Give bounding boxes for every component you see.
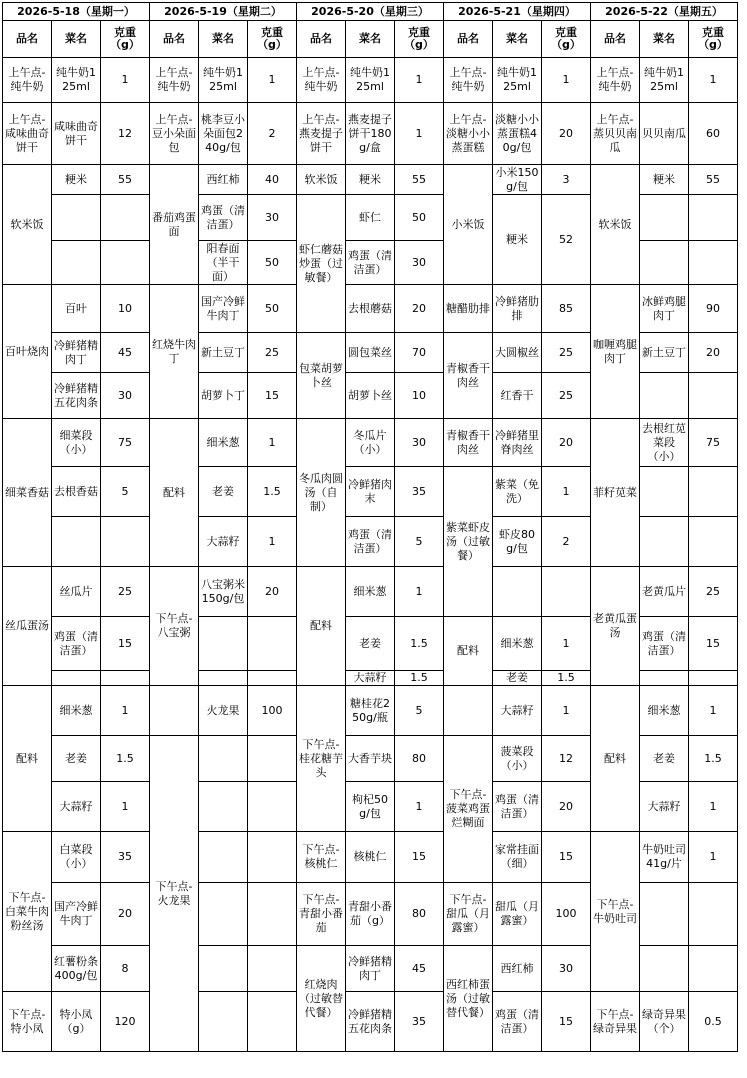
date-header-row (3, 3, 738, 21)
dish-cell: 上午点-咸味曲奇饼干 (3, 103, 52, 165)
weight-cell: 1.5 (101, 736, 150, 782)
weight-cell: 1 (248, 517, 297, 567)
ingredient-cell: 八宝粥米150g/包 (199, 567, 248, 617)
weight-cell: 100 (248, 686, 297, 736)
dish-cell: 上午点-纯牛奶 (150, 58, 199, 103)
weight-cell: 20 (101, 883, 150, 946)
ingredient-cell: 纯牛奶125ml (640, 58, 689, 103)
ingredient-cell: 粳米 (493, 195, 542, 285)
dish-cell: 配料 (297, 567, 346, 686)
ingredient-cell: 特小凤（g） (52, 992, 101, 1052)
weight-cell: 75 (101, 419, 150, 467)
dish-cell: 菲籽苋菜 (591, 419, 640, 567)
ingredient-cell: 淡糖小小蒸蛋糕40g/包 (493, 103, 542, 165)
ingredient-cell: 纯牛奶125ml (52, 58, 101, 103)
col-weight-header: 克重（g） (395, 21, 444, 58)
ingredient-cell: 去根蘑菇 (346, 285, 395, 333)
dish-cell: 下午点-牛奶吐司 (591, 832, 640, 992)
weight-cell: 1.5 (395, 671, 444, 686)
empty-cell (52, 517, 101, 567)
ingredient-cell: 冷鲜猪肉末 (346, 467, 395, 517)
weight-cell: 15 (101, 617, 150, 671)
ingredient-cell: 国产冷鲜牛肉丁 (199, 285, 248, 333)
weight-cell: 25 (689, 567, 738, 617)
weight-cell: 1.5 (395, 617, 444, 671)
col-dish-header: 品名 (444, 21, 493, 58)
weight-cell: 35 (395, 467, 444, 517)
dish-cell: 糖醋肋排 (444, 285, 493, 333)
ingredient-cell: 红香干 (493, 373, 542, 419)
dish-cell: 番茄鸡蛋面 (150, 165, 199, 285)
weight-cell: 60 (689, 103, 738, 165)
weight-cell: 1 (395, 567, 444, 617)
weight-cell: 1.5 (689, 736, 738, 782)
weight-cell: 1 (395, 58, 444, 103)
empty-cell (689, 467, 738, 517)
ingredient-cell: 冰鲜鸡腿肉丁 (640, 285, 689, 333)
weight-cell: 1 (542, 58, 591, 103)
ingredient-cell: 百叶 (52, 285, 101, 333)
weight-cell: 75 (689, 419, 738, 467)
ingredient-cell: 纯牛奶125ml (493, 58, 542, 103)
empty-cell (101, 671, 150, 686)
weight-cell: 1 (248, 58, 297, 103)
weight-cell: 70 (395, 333, 444, 373)
col-weight-header: 克重（g） (542, 21, 591, 58)
weight-cell: 12 (542, 736, 591, 782)
ingredient-cell: 大香芋块 (346, 736, 395, 782)
weight-cell: 35 (395, 992, 444, 1052)
dish-cell: 下午点-桂花糖芋头 (297, 686, 346, 832)
dish-cell: 下午点-核桃仁 (297, 832, 346, 883)
ingredient-cell: 鸡蛋（清洁蛋） (640, 617, 689, 671)
weight-cell: 30 (542, 946, 591, 992)
weight-cell: 30 (395, 419, 444, 467)
empty-cell (248, 832, 297, 883)
ingredient-cell: 冷鲜猪肋排 (493, 285, 542, 333)
ingredient-cell: 老姜 (346, 617, 395, 671)
ingredient-cell: 火龙果 (199, 686, 248, 736)
dish-cell: 老黄瓜蛋汤 (591, 567, 640, 686)
ingredient-cell: 燕麦提子饼干180g/盒 (346, 103, 395, 165)
empty-cell (248, 992, 297, 1052)
weight-cell: 1 (101, 686, 150, 736)
empty-cell (640, 467, 689, 517)
ingredient-cell: 大蒜籽 (199, 517, 248, 567)
empty-cell (640, 241, 689, 285)
empty-cell (52, 195, 101, 241)
ingredient-cell: 虾皮80g/包 (493, 517, 542, 567)
ingredient-cell: 西红柿 (199, 165, 248, 195)
col-ingredient-header: 菜名 (199, 21, 248, 58)
empty-cell (444, 686, 493, 736)
dish-cell: 冬瓜肉圆汤（自制） (297, 419, 346, 567)
dish-cell: 上午点-蒸贝贝南瓜 (591, 103, 640, 165)
weight-cell: 1 (101, 58, 150, 103)
weight-cell: 5 (395, 686, 444, 736)
dish-cell: 紫菜虾皮汤（过敏餐） (444, 467, 493, 617)
empty-cell (248, 883, 297, 946)
dish-cell: 软米饭 (591, 165, 640, 285)
weight-cell: 85 (542, 285, 591, 333)
weight-cell: 40 (248, 165, 297, 195)
empty-cell (199, 946, 248, 992)
ingredient-cell: 大蒜籽 (346, 671, 395, 686)
weight-cell: 20 (248, 567, 297, 617)
weight-cell: 1 (542, 617, 591, 671)
dish-cell: 红烧牛肉丁 (150, 285, 199, 419)
empty-cell (542, 567, 591, 617)
ingredient-cell: 大蒜籽 (640, 782, 689, 832)
ingredient-cell: 虾仁 (346, 195, 395, 241)
dish-cell: 丝瓜蛋汤 (3, 567, 52, 686)
dish-cell: 细菜香菇 (3, 419, 52, 567)
dish-cell: 下午点-青甜小番茄 (297, 883, 346, 946)
empty-cell (199, 883, 248, 946)
dish-cell: 下午点-绿奇异果 (591, 992, 640, 1052)
weight-cell: 2 (248, 103, 297, 165)
weight-cell: 20 (542, 419, 591, 467)
col-ingredient-header: 菜名 (640, 21, 689, 58)
dish-cell: 西红柿蛋汤（过敏替代餐） (444, 946, 493, 1052)
day-header-mon: 2026-5-18（星期一） (3, 3, 150, 21)
dish-cell (150, 686, 199, 736)
empty-cell (689, 671, 738, 686)
empty-cell (689, 883, 738, 946)
weight-cell: 30 (395, 241, 444, 285)
empty-cell (689, 946, 738, 992)
dish-cell: 上午点-纯牛奶 (3, 58, 52, 103)
ingredient-cell: 青甜小番茄（g） (346, 883, 395, 946)
day-header-thu: 2026-5-21（星期四） (444, 3, 591, 21)
empty-cell (640, 195, 689, 241)
ingredient-cell: 粳米 (640, 165, 689, 195)
ingredient-cell: 鸡蛋（清洁蛋） (493, 992, 542, 1052)
weight-cell: 1.5 (542, 671, 591, 686)
weight-cell: 1.5 (248, 467, 297, 517)
ingredient-cell: 紫菜（免洗） (493, 467, 542, 517)
ingredient-cell: 鸡蛋（清洁蛋） (52, 617, 101, 671)
weight-cell: 8 (101, 946, 150, 992)
ingredient-cell: 冷鲜猪里脊肉丝 (493, 419, 542, 467)
dish-cell: 小米饭 (444, 165, 493, 285)
ingredient-cell: 冬瓜片（小） (346, 419, 395, 467)
col-dish-header: 品名 (591, 21, 640, 58)
weight-cell: 120 (101, 992, 150, 1052)
dish-cell: 下午点-八宝粥 (150, 567, 199, 686)
col-ingredient-header: 菜名 (493, 21, 542, 58)
ingredient-cell: 丝瓜片 (52, 567, 101, 617)
empty-cell (52, 241, 101, 285)
dish-cell: 下午点-甜瓜（月露蜜） (444, 883, 493, 946)
weight-cell: 55 (689, 165, 738, 195)
weight-cell: 50 (248, 285, 297, 333)
ingredient-cell: 细米葱 (52, 686, 101, 736)
dish-cell: 配料 (444, 617, 493, 686)
ingredient-cell: 桃李豆小朵面包240g/包 (199, 103, 248, 165)
empty-cell (248, 671, 297, 686)
col-dish-header: 品名 (3, 21, 52, 58)
ingredient-cell: 鸡蛋（清洁蛋） (493, 782, 542, 832)
dish-cell: 上午点-纯牛奶 (297, 58, 346, 103)
weight-cell: 35 (101, 832, 150, 883)
weight-cell: 50 (395, 195, 444, 241)
dish-cell: 青椒香干肉丝 (444, 333, 493, 419)
empty-cell (689, 373, 738, 419)
weight-cell: 1 (689, 832, 738, 883)
weight-cell: 15 (689, 617, 738, 671)
ingredient-cell: 细菜段（小） (52, 419, 101, 467)
weight-cell: 1 (542, 686, 591, 736)
dish-cell: 红烧肉（过敏替代餐） (297, 946, 346, 1052)
empty-cell (199, 736, 248, 782)
weight-cell: 1 (248, 419, 297, 467)
dish-cell: 上午点-淡糖小小蒸蛋糕 (444, 103, 493, 165)
ingredient-cell: 圆包菜丝 (346, 333, 395, 373)
ingredient-cell: 老姜 (493, 671, 542, 686)
weight-cell: 1 (689, 686, 738, 736)
weight-cell: 1 (542, 467, 591, 517)
weight-cell: 30 (248, 195, 297, 241)
ingredient-cell: 贝贝南瓜 (640, 103, 689, 165)
ingredient-cell: 白菜段（小） (52, 832, 101, 883)
weight-cell: 15 (395, 832, 444, 883)
weight-cell: 25 (101, 567, 150, 617)
weight-cell: 90 (689, 285, 738, 333)
ingredient-cell: 冷鲜猪精五花肉条 (346, 992, 395, 1052)
ingredient-cell: 新土豆丁 (199, 333, 248, 373)
empty-cell (199, 782, 248, 832)
dish-cell: 上午点-燕麦提子饼干 (297, 103, 346, 165)
dish-cell: 青椒香干肉丝 (444, 419, 493, 467)
dish-cell: 下午点-火龙果 (150, 736, 199, 1052)
dish-cell: 软米饭 (297, 165, 346, 195)
col-weight-header: 克重（g） (689, 21, 738, 58)
weight-cell: 30 (101, 373, 150, 419)
weight-cell: 12 (101, 103, 150, 165)
empty-cell (101, 195, 150, 241)
ingredient-cell: 去根红苋菜段（小） (640, 419, 689, 467)
col-ingredient-header: 菜名 (52, 21, 101, 58)
ingredient-cell: 鸡蛋（清洁蛋） (199, 195, 248, 241)
ingredient-cell: 冷鲜猪精五花肉条 (52, 373, 101, 419)
col-weight-header: 克重（g） (101, 21, 150, 58)
weight-cell: 55 (395, 165, 444, 195)
weight-cell: 20 (395, 285, 444, 333)
empty-cell (640, 517, 689, 567)
empty-cell (248, 946, 297, 992)
ingredient-cell: 胡萝卜丝 (346, 373, 395, 419)
ingredient-cell: 大蒜籽 (493, 686, 542, 736)
ingredient-cell: 去根香菇 (52, 467, 101, 517)
weight-cell: 1 (689, 782, 738, 832)
weight-cell: 10 (395, 373, 444, 419)
weight-cell: 25 (248, 333, 297, 373)
weight-cell: 1 (689, 58, 738, 103)
weight-cell: 100 (542, 883, 591, 946)
weight-cell: 25 (542, 333, 591, 373)
dish-cell: 配料 (150, 419, 199, 567)
weight-cell: 1 (101, 782, 150, 832)
weight-cell: 5 (101, 467, 150, 517)
ingredient-cell: 小米150g/包 (493, 165, 542, 195)
day-header-tue: 2026-5-19（星期二） (150, 3, 297, 21)
ingredient-cell: 大圆椒丝 (493, 333, 542, 373)
dish-cell: 下午点-特小凤 (3, 992, 52, 1052)
weight-cell: 15 (542, 992, 591, 1052)
dish-cell: 下午点-白菜牛肉粉丝汤 (3, 832, 52, 992)
col-ingredient-header: 菜名 (346, 21, 395, 58)
ingredient-cell: 胡萝卜丁 (199, 373, 248, 419)
weight-cell: 20 (542, 103, 591, 165)
column-header-row (3, 21, 738, 58)
ingredient-cell: 粳米 (52, 165, 101, 195)
ingredient-cell: 细米葱 (199, 419, 248, 467)
dish-cell: 下午点-菠菜鸡蛋烂糊面 (444, 736, 493, 883)
weight-cell: 55 (101, 165, 150, 195)
weight-cell: 25 (542, 373, 591, 419)
dish-cell: 上午点-纯牛奶 (444, 58, 493, 103)
ingredient-cell: 老姜 (640, 736, 689, 782)
ingredient-cell: 冷鲜猪精肉丁 (346, 946, 395, 992)
dish-cell: 包菜胡萝卜丝 (297, 333, 346, 419)
weight-cell: 15 (542, 832, 591, 883)
ingredient-cell: 新土豆丁 (640, 333, 689, 373)
dish-cell: 配料 (591, 686, 640, 832)
col-weight-header: 克重（g） (248, 21, 297, 58)
empty-cell (248, 736, 297, 782)
ingredient-cell: 老姜 (52, 736, 101, 782)
weight-cell: 80 (395, 736, 444, 782)
col-dish-header: 品名 (150, 21, 199, 58)
empty-cell (640, 671, 689, 686)
dish-cell: 上午点-豆小朵面包 (150, 103, 199, 165)
menu-table (2, 2, 738, 1052)
weight-cell: 45 (395, 946, 444, 992)
ingredient-cell: 核桃仁 (346, 832, 395, 883)
ingredient-cell: 细米葱 (493, 617, 542, 671)
ingredient-cell: 鸡蛋（清洁蛋） (346, 517, 395, 567)
ingredient-cell: 粳米 (346, 165, 395, 195)
dish-cell: 虾仁蘑菇炒蛋（过敏餐） (297, 195, 346, 333)
weight-cell: 15 (248, 373, 297, 419)
weight-cell: 5 (395, 517, 444, 567)
weight-cell: 1 (395, 782, 444, 832)
empty-cell (248, 782, 297, 832)
empty-cell (199, 617, 248, 671)
ingredient-cell: 纯牛奶125ml (199, 58, 248, 103)
empty-cell (101, 241, 150, 285)
day-header-fri: 2026-5-22（星期五） (591, 3, 738, 21)
ingredient-cell: 冷鲜猪精肉丁 (52, 333, 101, 373)
ingredient-cell: 细米葱 (640, 686, 689, 736)
weight-cell: 1 (395, 103, 444, 165)
weight-cell: 80 (395, 883, 444, 946)
ingredient-cell: 大蒜籽 (52, 782, 101, 832)
weight-cell: 10 (101, 285, 150, 333)
weight-cell: 0.5 (689, 992, 738, 1052)
empty-cell (689, 241, 738, 285)
ingredient-cell: 糖桂花250g/瓶 (346, 686, 395, 736)
dish-cell: 软米饭 (3, 165, 52, 285)
dish-cell: 配料 (3, 686, 52, 832)
empty-cell (493, 567, 542, 617)
empty-cell (640, 373, 689, 419)
empty-cell (52, 671, 101, 686)
ingredient-cell: 家常挂面（细） (493, 832, 542, 883)
ingredient-cell: 枸杞50g/包 (346, 782, 395, 832)
ingredient-cell: 咸味曲奇饼干 (52, 103, 101, 165)
weight-cell: 50 (248, 241, 297, 285)
ingredient-cell: 老姜 (199, 467, 248, 517)
empty-cell (689, 195, 738, 241)
ingredient-cell: 牛奶吐司41g/片 (640, 832, 689, 883)
ingredient-cell: 老黄瓜片 (640, 567, 689, 617)
ingredient-cell: 西红柿 (493, 946, 542, 992)
empty-cell (199, 992, 248, 1052)
weight-cell: 20 (689, 333, 738, 373)
dish-cell: 咖喱鸡腿肉丁 (591, 285, 640, 419)
day-header-wed: 2026-5-20（星期三） (297, 3, 444, 21)
weight-cell: 45 (101, 333, 150, 373)
dish-cell: 上午点-纯牛奶 (591, 58, 640, 103)
weight-cell: 52 (542, 195, 591, 285)
ingredient-cell: 鸡蛋（清洁蛋） (346, 241, 395, 285)
empty-cell (248, 617, 297, 671)
col-dish-header: 品名 (297, 21, 346, 58)
ingredient-cell: 阳春面（半干面） (199, 241, 248, 285)
ingredient-cell: 国产冷鲜牛肉丁 (52, 883, 101, 946)
weight-cell: 3 (542, 165, 591, 195)
ingredient-cell: 红薯粉条400g/包 (52, 946, 101, 992)
empty-cell (101, 517, 150, 567)
ingredient-cell: 纯牛奶125ml (346, 58, 395, 103)
ingredient-cell: 绿奇异果（个） (640, 992, 689, 1052)
empty-cell (640, 946, 689, 992)
weight-cell: 20 (542, 782, 591, 832)
dish-cell: 百叶烧肉 (3, 285, 52, 419)
empty-cell (640, 883, 689, 946)
empty-cell (199, 832, 248, 883)
ingredient-cell: 甜瓜（月露蜜） (493, 883, 542, 946)
empty-cell (689, 517, 738, 567)
ingredient-cell: 菠菜段（小） (493, 736, 542, 782)
weight-cell: 2 (542, 517, 591, 567)
ingredient-cell: 细米葱 (346, 567, 395, 617)
empty-cell (199, 671, 248, 686)
